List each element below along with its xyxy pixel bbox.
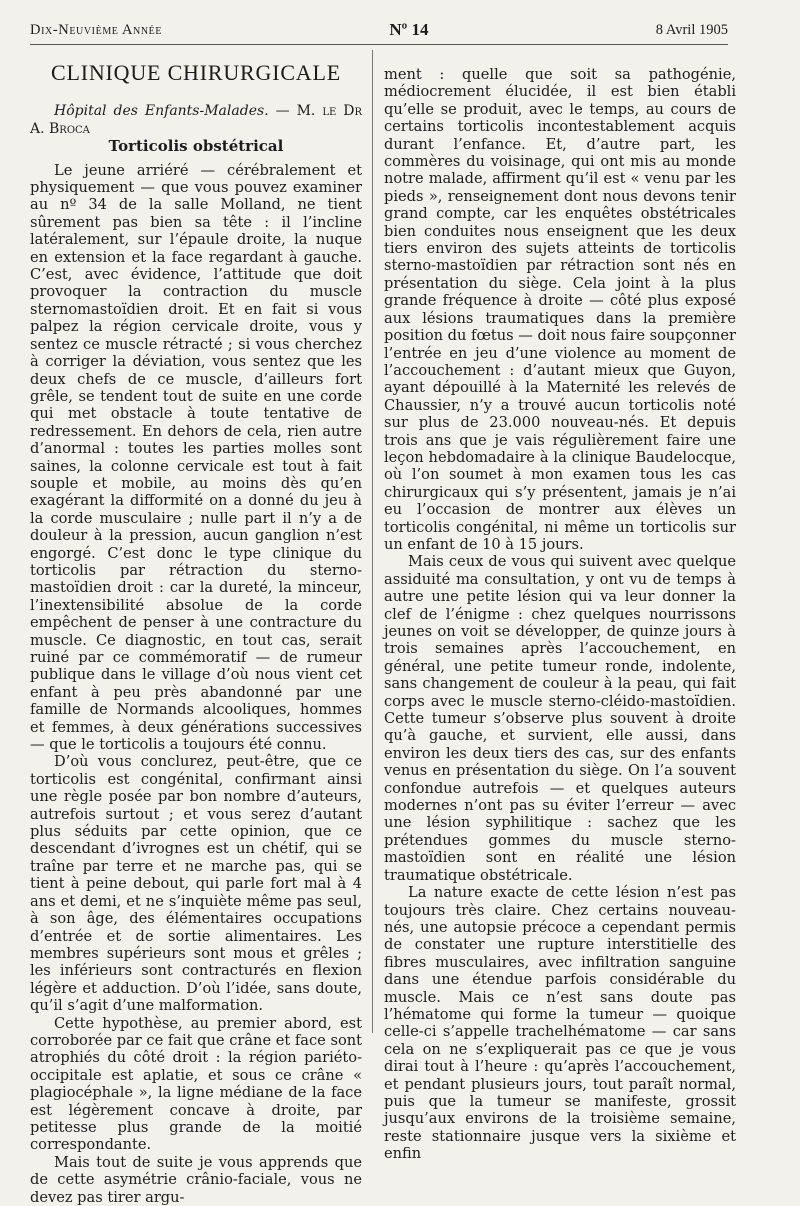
header-year: Dix-Neuvième Année	[30, 21, 163, 38]
paragraph: Mais ceux de vous qui suivent avec quelque assiduité ma consultation, y ont vu de temps à autre une petite lésion qui va leur donner la clef de l’énigme : chez quelques nourrissons jeunes on voit se développer, de quinze jours à trois semaines après l’accouchement, en général, une petite tumeur ronde, indolente, sans changement de couleur à la peau, qui fait corps avec le muscle sterno-cléido-mastoïdien. Cette tumeur s’observe plus souvent à droite qu’à gauche, et survient, elle aussi, dans environ les deux tiers des cas, sur des enfants venus en présentation du siège. On l’a souvent confondue autrefois — et quelques auteurs modernes n’ont pas su éviter l’erreur — avec une lésion syphilitique : sachez que les prétendues gommes du muscle sterno-mastoïdien sont en réalité une lésion traumatique obstétricale.	[384, 553, 736, 884]
paragraph: Cette hypothèse, au premier abord, est corroborée par ce fait que crâne et face sont atrophiés du côté droit : la région pariéto-occipitale est aplatie, et sous ce crâne « plagiocéphale », la ligne médiane de la face est légèrement concave à droite, par petitesse plus grande de la moitié correspondante.	[30, 1014, 362, 1154]
paragraph: D’où vous conclurez, peut-être, que ce torticolis est congénital, confirmant ainsi une règle posée par bon nombre d’auteurs, autrefois surtout ; et vous serez d’autant plus séduits par cette opinion, que ce descendant d’ivrognes est un chétif, qui se traîne par terre et ne marche pas, qui se tient à peine debout, qui parle fort mal à 4 ans et demi, et ne s’inquiète même pas seul, à son âge, des élémentaires occupations d’entrée et de sortie alimentaires. Les membres supérieurs sont mous et grêles ; les inférieurs sont contracturés en flexion légère et adduction. D’où l’idée, sans doute, qu’il s’agit d’une malformation.	[30, 753, 362, 1015]
left-column	[30, 56, 362, 1206]
section-title: CLINIQUE CHIRURGICALE	[51, 60, 341, 85]
header-rule	[30, 44, 728, 45]
header-date: 8 Avril 1905	[655, 21, 728, 38]
paragraph: Mais tout de suite je vous apprends que de cette asymétrie crânio-faciale, vous ne devez pas tirer argu-	[30, 1153, 362, 1206]
byline	[30, 103, 362, 138]
paragraph: Le jeune arriéré — cérébralement et physiquement — que vous pouvez examiner au nº 34 de la salle Molland, ne tient sûrement pas bien sa tête : il l’incline latéralement, sur l’épaule droite, la nuque en extension et la face regardant à gauche. C’est, avec évidence, l’attitude que doit provoquer la contraction du muscle sternomastoïdien droit. Et en fait si vous palpez la région cervicale droite, vous y sentez ce muscle rétracté ; si vous cherchez à corriger la déviation, vous sentez que les deux chefs de ce muscle, d’ailleurs fort grêle, se tendent tout de suite en une corde qui met obstacle à toute tentative de redressement. En dehors de cela, rien autre d’anormal : toutes les parties molles sont saines, la colonne cervicale est tout à fait souple et mobile, au moins dès qu’en exagérant la difformité on a donné du jeu à la corde musculaire ; nulle part il n’y a de douleur à la pression, aucun ganglion n’est engorgé. C’est donc le type clinique du torticolis par rétraction du sterno-mastoïdien droit : car la dureté, la minceur, l’inextensibilité absolue de la corde empêchent de penser à une contracture du muscle. Ce diagnostic, en tout cas, serait ruiné par ce commémoratif — de rumeur publique dans le village d’où nous vient cet enfant à peu près abandonné par une famille de Normands alcooliques, hommes et femmes, à deux générations successives — que le torticolis a toujours été connu.	[30, 161, 362, 754]
running-header	[30, 18, 728, 42]
byline-author: — M. le Dr A. Broca	[30, 103, 363, 137]
article-subtitle: Torticolis obstétrical	[108, 137, 284, 156]
paragraph: ment : quelle que soit sa pathogénie, médiocrement élucidée, il est bien établi qu’elle se produit, avec le temps, au cours de certains torticolis incontestablement acquis durant l’enfance. Et, d’autre part, les commères du voisinage, qui ont mis au monde notre malade, affirment qu’il est « venu par les pieds », renseignement dont nous devons tenir grand compte, car les enquêtes obstétricales bien conduites nous enseignent que les deux tiers environ des sujets atteints de torticolis sterno-mastoïdien par rétraction sont nés en présentation du siège. Cela joint à la plus grande fréquence à droite — côté plus exposé aux lésions traumatiques dans la première position du fœtus — doit nous faire soupçonner l’entrée en jeu d’une violence au moment de l’accouchement : d’autant mieux que Guyon, ayant dépouillé à la Maternité les relevés de Chaussier, n’y a trouvé aucun torticolis noté sur plus de 23.000 nouveau-nés. Et depuis trois ans que je vais régulièrement faire une leçon hebdomadaire à la clinique Baudelocque, où l’on soumet à mon examen tous les cas chirurgicaux qui s’y présentent, jamais je n’ai eu l’occasion de montrer aux élèves un torticolis congénital, ni même un torticolis sur un enfant de 10 à 15 jours.	[384, 66, 736, 553]
paragraph: La nature exacte de cette lésion n’est pas toujours très claire. Chez certains nouveau-nés, une autopsie précoce a cependant permis de constater une rupture interstitielle des fibres musculaires, avec infiltration sanguine dans une étendue parfois considérable du muscle. Mais ce n’est sans doute pas l’hématome qui forme la tumeur — quoique celle-ci s’appelle trachelhématome — car sans cela on ne s’expliquerait pas ce que je vous dirai tout à l’heure : qu’après l’accouchement, et pendant plusieurs jours, tout paraît normal, puis que la tumeur se manifeste, grossit jusqu’aux environs de la troisième semaine, reste stationnaire jusque vers la sixième et enfin	[384, 884, 736, 1163]
byline-place: Hôpital des Enfants-Malades.	[54, 103, 269, 120]
header-issue-number: Nº 14	[389, 20, 429, 39]
right-column	[384, 66, 736, 1163]
column-divider	[372, 50, 373, 1033]
